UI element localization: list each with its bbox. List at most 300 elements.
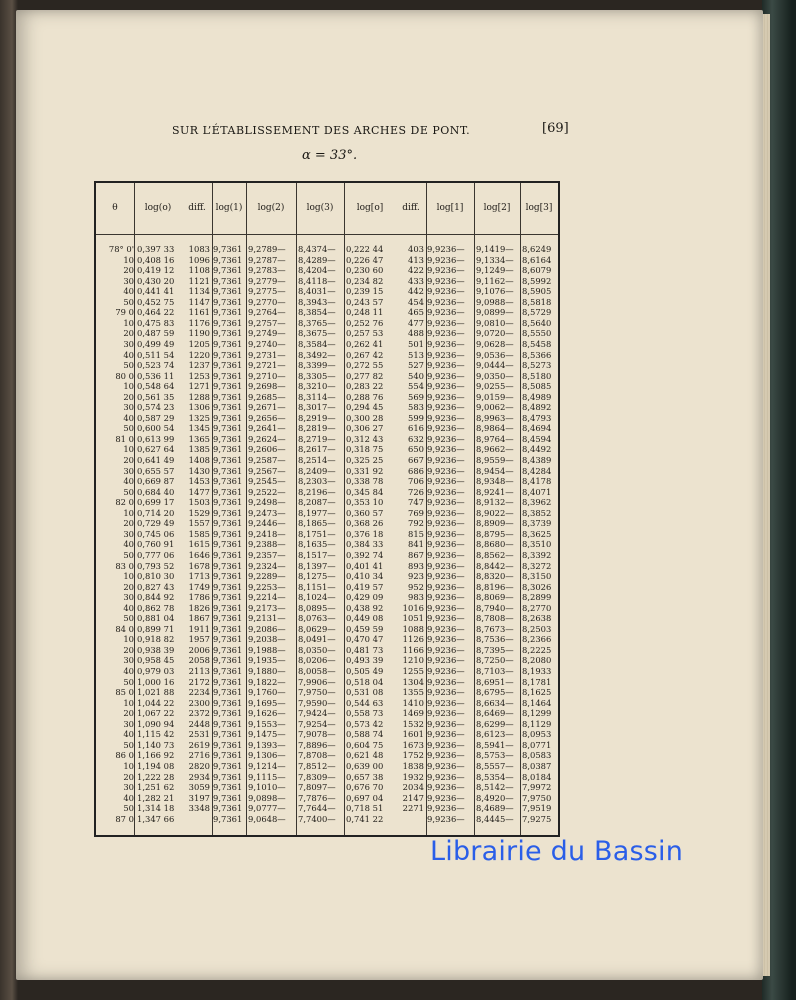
table-cell: 9,9236— [427,244,465,254]
table-row [0,508,796,519]
table-cell: 1304 [402,676,424,687]
table-cell: 8,1751— [298,528,336,539]
table-cell: 1911 [188,623,210,634]
table-cell: 1,282 21 [137,792,175,803]
table-cell: 9,7361 [213,381,243,392]
table-cell: 8,2514— [298,455,336,465]
table-cell: 8,1933 [522,666,552,676]
table-cell: 9,0628— [476,338,514,349]
table-cell: 8,4204— [298,265,336,276]
table-cell: 952 [408,581,424,592]
table-cell: 540 [408,370,424,381]
table-cell: 1271 [188,381,210,392]
table-cell: 1557 [188,518,210,529]
table-cell: 1051 [402,613,424,624]
table-cell: 0,827 43 [137,581,175,592]
table-cell: 8,0350— [298,644,336,655]
table-cell: 9,2131— [248,613,286,624]
table-cell: 9,9236— [427,423,465,434]
table-cell: 8,4178 [522,476,552,487]
table-cell: 8,8069— [476,592,514,603]
table-cell: 8,1977— [298,507,336,518]
table-cell: 0,222 44 [346,244,384,254]
table-cell: 0,862 78 [137,602,175,613]
table-cell: 9,1695— [248,697,286,708]
table-cell: 7,7644— [298,803,336,814]
table-cell: 9,2775— [248,286,286,297]
table-cell: 2147 [402,792,424,803]
table-cell: 9,1306— [248,750,286,761]
table-cell: 40 [123,412,134,423]
table-cell: 1108 [188,265,210,276]
table-cell: 9,2721— [248,360,286,371]
table-cell: 3197 [188,792,210,803]
table-cell: 9,7361 [213,803,243,814]
table-cell: 8,0184 [522,771,552,782]
table-cell: 0,810 30 [137,571,175,582]
table-row [0,307,796,318]
table-cell: 0,531 08 [346,687,384,698]
table-cell: 1838 [402,760,424,771]
table-cell: 8,4594 [522,433,552,444]
table-row [0,286,796,297]
table-cell: 1646 [188,549,210,560]
table-cell: 7,8309— [298,771,336,782]
table-cell: 650 [408,444,424,455]
table-row [0,740,796,751]
table-cell: 8,9662— [476,444,514,455]
table-cell: 1410 [402,697,424,708]
table-cell: 747 [408,497,424,508]
table-cell: 9,2038— [248,634,286,645]
table-cell: 9,2764— [248,307,286,318]
table-cell: 8,5640 [522,317,552,328]
table-cell: 2448 [188,718,210,729]
table-cell: 527 [408,360,424,371]
table-cell: 8,7250— [476,655,514,666]
table-cell: 0,544 63 [346,697,384,708]
table-cell: 9,9236— [427,771,465,782]
table-cell: 9,9236— [427,760,465,771]
table-cell: 8,2638 [522,613,552,624]
table-cell: 1,021 88 [137,687,175,698]
table-cell: 9,2388— [248,539,286,550]
table-cell: 0,657 38 [346,771,384,782]
table-cell: 8,9348— [476,476,514,487]
table-cell: 8,2719— [298,433,336,444]
table-cell: 9,1115— [248,771,286,782]
table-cell: 0,360 57 [346,507,384,518]
table-row [0,297,796,308]
table-cell: 8,3584— [298,338,336,349]
table-cell: 9,9236— [427,465,465,476]
table-cell: 9,9236— [427,718,465,729]
table-cell: 8,2899 [522,592,552,603]
table-cell: 9,7361 [213,602,243,613]
table-cell: 8,2225 [522,644,552,655]
table-row [0,803,796,814]
table-cell: 488 [408,328,424,339]
table-cell: 8,1024— [298,592,336,603]
table-cell: 1,000 16 [137,676,175,687]
table-cell: 0,600 54 [137,423,175,434]
table-cell: 667 [408,455,424,465]
table-cell: 9,9236— [427,486,465,497]
table-cell: 7,7400— [298,813,336,824]
table-cell: 0,239 15 [346,286,384,297]
table-cell: 8,7536— [476,634,514,645]
table-cell: 9,0898— [248,792,286,803]
table-cell: 8,7395— [476,644,514,655]
table-cell: 9,7361 [213,739,243,750]
table-cell: 1205 [188,338,210,349]
table-cell: 9,0810— [476,317,514,328]
table-row [0,793,796,804]
table-cell: 8,4445— [476,813,514,824]
table-row [0,666,796,677]
table-cell: 50 [123,739,134,750]
table-cell: 8,2409— [298,465,336,476]
table-cell: 8,3210— [298,381,336,392]
table-cell: 9,9236— [427,623,465,634]
table-cell: 9,9236— [427,803,465,814]
table-cell: 9,9236— [427,433,465,444]
table-cell: 8,8442— [476,560,514,571]
table-cell: 893 [408,560,424,571]
table-row [0,328,796,339]
table-cell: 413 [408,254,424,265]
table-cell: 8,9764— [476,433,514,444]
table-cell: 8,9864— [476,423,514,434]
table-cell: 9,7361 [213,455,243,465]
table-cell: 7,8708— [298,750,336,761]
table-row [0,350,796,361]
table-row [0,265,796,276]
table-cell: 0,312 43 [346,433,384,444]
table-cell: 9,7361 [213,549,243,560]
table-cell: 1176 [188,317,210,328]
table-cell: 9,7361 [213,275,243,286]
table-cell: 0,627 64 [137,444,175,455]
table-cell: 7,9078— [298,729,336,740]
table-cell: 8,5753— [476,750,514,761]
table-row [0,476,796,487]
table-cell: 9,2324— [248,560,286,571]
table-cell: 9,2498— [248,497,286,508]
table-cell: 50 [123,296,134,307]
table-cell: 9,9236— [427,676,465,687]
table-cell: 9,9236— [427,782,465,793]
table-cell: 1749 [188,581,210,592]
table-row [0,624,796,635]
table-cell: 0,655 57 [137,465,175,476]
table-cell: 8,2819— [298,423,336,434]
table-row [0,708,796,719]
table-cell: 9,9236— [427,571,465,582]
table-cell: 0,493 39 [346,655,384,666]
table-cell: 1786 [188,592,210,603]
table-cell: 8,1397— [298,560,336,571]
column-header: log[1] [436,203,464,213]
page-number: [69] [542,121,569,136]
table-cell: 8,0058— [298,666,336,676]
table-cell: 0,449 08 [346,613,384,624]
table-cell: 433 [408,275,424,286]
table-cell: 8,1275— [298,571,336,582]
table-cell: 9,7361 [213,360,243,371]
table-cell: 583 [408,402,424,413]
table-cell: 1255 [402,666,424,676]
table-cell: 442 [408,286,424,297]
table-row [0,318,796,329]
table-cell: 7,9906— [298,676,336,687]
table-cell: 9,1334— [476,254,514,265]
table-cell: 9,2783— [248,265,286,276]
table-cell: 8,3852 [522,507,552,518]
table-cell: 1,314 18 [137,803,175,814]
table-cell: 0,470 47 [346,634,384,645]
table-cell: 50 [123,803,134,814]
table-cell: 8,5458 [522,338,552,349]
table-cell: 20 [123,708,134,719]
table-cell: 1529 [188,507,210,518]
table-cell: 0,604 75 [346,739,384,750]
table-cell: 10 [123,571,134,582]
table-cell: 9,7361 [213,254,243,265]
table-row [0,244,796,255]
table-cell: 8,5366 [522,349,552,360]
table-cell: 1,067 22 [137,708,175,719]
table-cell: 10 [123,254,134,265]
table-cell: 0,277 82 [346,370,384,381]
table-cell: 9,2698— [248,381,286,392]
table-cell: 2934 [188,771,210,782]
table-cell: 30 [123,338,134,349]
table-cell: 569 [408,391,424,402]
table-cell: 815 [408,528,424,539]
table-cell: 2234 [188,687,210,698]
table-cell: 9,9236— [427,697,465,708]
table-cell: 85 0 [115,687,134,698]
table-cell: 9,9236— [427,644,465,655]
table-cell: 0,613 99 [137,433,175,444]
table-row [0,392,796,403]
table-cell: 1957 [188,634,210,645]
table-cell: 50 [123,486,134,497]
table-cell: 40 [123,602,134,613]
table-cell: 8,2366 [522,634,552,645]
table-cell: 9,7361 [213,792,243,803]
table-cell: 1,194 08 [137,760,175,771]
table-cell: 0,459 59 [346,623,384,634]
table-cell: 8,7808— [476,613,514,624]
table-cell: 9,7361 [213,782,243,793]
table-cell: 0,741 22 [346,813,384,824]
table-cell: 20 [123,391,134,402]
table-cell: 616 [408,423,424,434]
table-cell: 9,1880— [248,666,286,676]
table-cell: 8,8196— [476,581,514,592]
table-cell: 0,384 33 [346,539,384,550]
table-row [0,761,796,772]
table-cell: 1220 [188,349,210,360]
table-cell: 0,243 57 [346,296,384,307]
table-cell: 7,7876— [298,792,336,803]
table-cell: 0,283 22 [346,381,384,392]
table-cell: 9,9236— [427,729,465,740]
table-cell: 10 [123,760,134,771]
table-cell: 0,588 74 [346,729,384,740]
table-cell: 9,9236— [427,750,465,761]
table-cell: 8,4389 [522,455,552,465]
table-cell: 9,1935— [248,655,286,666]
table-cell: 9,9236— [427,412,465,423]
table-cell: 8,4071 [522,486,552,497]
table-row [0,466,796,477]
table-cell: 1615 [188,539,210,550]
table-cell: 1325 [188,412,210,423]
table-cell: 8,7103— [476,666,514,676]
table-cell: 0,793 52 [137,560,175,571]
table-cell: 30 [123,275,134,286]
table-cell: 8,3305— [298,370,336,381]
table-cell: 8,3026 [522,581,552,592]
table-cell: 2619 [188,739,210,750]
table-cell: 9,9236— [427,338,465,349]
table-cell: 0,397 33 [137,244,175,254]
table-cell: 403 [408,244,424,254]
table-cell: 1408 [188,455,210,465]
table-cell: 8,6249 [522,244,552,254]
table-cell: 422 [408,265,424,276]
table-cell: 9,9236— [427,296,465,307]
table-cell: 0,234 82 [346,275,384,286]
table-cell: 9,9236— [427,444,465,455]
table-row [0,677,796,688]
table-cell: 9,7361 [213,697,243,708]
table-cell: 0,368 26 [346,518,384,529]
table-row [0,529,796,540]
table-cell: 8,5273 [522,360,552,371]
table-cell: 9,7361 [213,708,243,719]
table-cell: 923 [408,571,424,582]
table-cell: 9,9236— [427,254,465,265]
table-cell: 9,2289— [248,571,286,582]
table-cell: 8,5818 [522,296,552,307]
table-row [0,444,796,455]
table-cell: 9,9236— [427,528,465,539]
table-cell: 1096 [188,254,210,265]
table-row [0,550,796,561]
table-cell: 78° 0' [108,244,134,254]
table-cell: 9,2770— [248,296,286,307]
table-cell: 1713 [188,571,210,582]
table-cell: 0,684 40 [137,486,175,497]
table-row [0,634,796,645]
table-cell: 9,1626— [248,708,286,719]
table-cell: 1121 [188,275,210,286]
table-cell: 2531 [188,729,210,740]
table-cell: 8,1625 [522,687,552,698]
table-cell: 0,481 73 [346,644,384,655]
table-cell: 9,9236— [427,275,465,286]
table-cell: 3059 [188,782,210,793]
table-cell: 82 0 [115,497,134,508]
table-cell: 7,9424— [298,708,336,719]
table-cell: 8,8680— [476,539,514,550]
table-cell: 0,306 27 [346,423,384,434]
table-cell: 1288 [188,391,210,402]
table-cell: 9,9236— [427,666,465,676]
table-cell: 9,2086— [248,623,286,634]
table-row [0,402,796,413]
table-cell: 1,166 92 [137,750,175,761]
table-cell: 1345 [188,423,210,434]
table-cell: 9,7361 [213,338,243,349]
table-cell: 9,9236— [427,307,465,318]
table-row [0,645,796,656]
table-cell: 0,257 53 [346,328,384,339]
table-cell: 0,262 41 [346,338,384,349]
table-cell: 726 [408,486,424,497]
table-cell: 2372 [188,708,210,719]
table-row [0,423,796,434]
table-cell: 0,499 49 [137,338,175,349]
table-cell: 632 [408,433,424,444]
table-cell: 1210 [402,655,424,666]
table-cell: 8,6951— [476,676,514,687]
table-cell: 7,9750 [522,792,552,803]
table-row [0,814,796,825]
table-cell: 9,7361 [213,391,243,402]
table-cell: 8,9963— [476,412,514,423]
table-cell: 9,0255— [476,381,514,392]
table-cell: 9,2173— [248,602,286,613]
page-header-title: SUR L’ÉTABLISSEMENT DES ARCHES DE PONT. [172,124,471,137]
table-cell: 40 [123,792,134,803]
table-cell: 9,7361 [213,676,243,687]
table-cell: 10 [123,381,134,392]
table-cell: 1532 [402,718,424,729]
table-cell: 8,2617— [298,444,336,455]
column-header: log(2) [257,203,285,213]
table-cell: 8,4892 [522,402,552,413]
table-cell: 0,410 34 [346,571,384,582]
table-cell: 7,8097— [298,782,336,793]
table-cell: 8,2303— [298,476,336,487]
table-cell: 9,7361 [213,412,243,423]
table-cell: 9,2740— [248,338,286,349]
table-cell: 983 [408,592,424,603]
table-cell: 8,5142— [476,782,514,793]
table-cell: 8,3114— [298,391,336,402]
table-cell: 0,938 39 [137,644,175,655]
table-cell: 0,536 11 [137,370,175,381]
table-cell: 0,979 03 [137,666,175,676]
table-cell: 8,4492 [522,444,552,455]
table-cell: 9,9236— [427,655,465,666]
table-cell: 8,5905 [522,286,552,297]
table-cell: 8,5557— [476,760,514,771]
table-cell: 0,641 49 [137,455,175,465]
table-cell: 50 [123,423,134,434]
table-cell: 1601 [402,729,424,740]
table-cell: 9,7361 [213,813,243,824]
table-cell: 9,7361 [213,760,243,771]
table-cell: 0,487 59 [137,328,175,339]
table-cell: 9,7361 [213,370,243,381]
table-cell: 87 0 [115,813,134,824]
